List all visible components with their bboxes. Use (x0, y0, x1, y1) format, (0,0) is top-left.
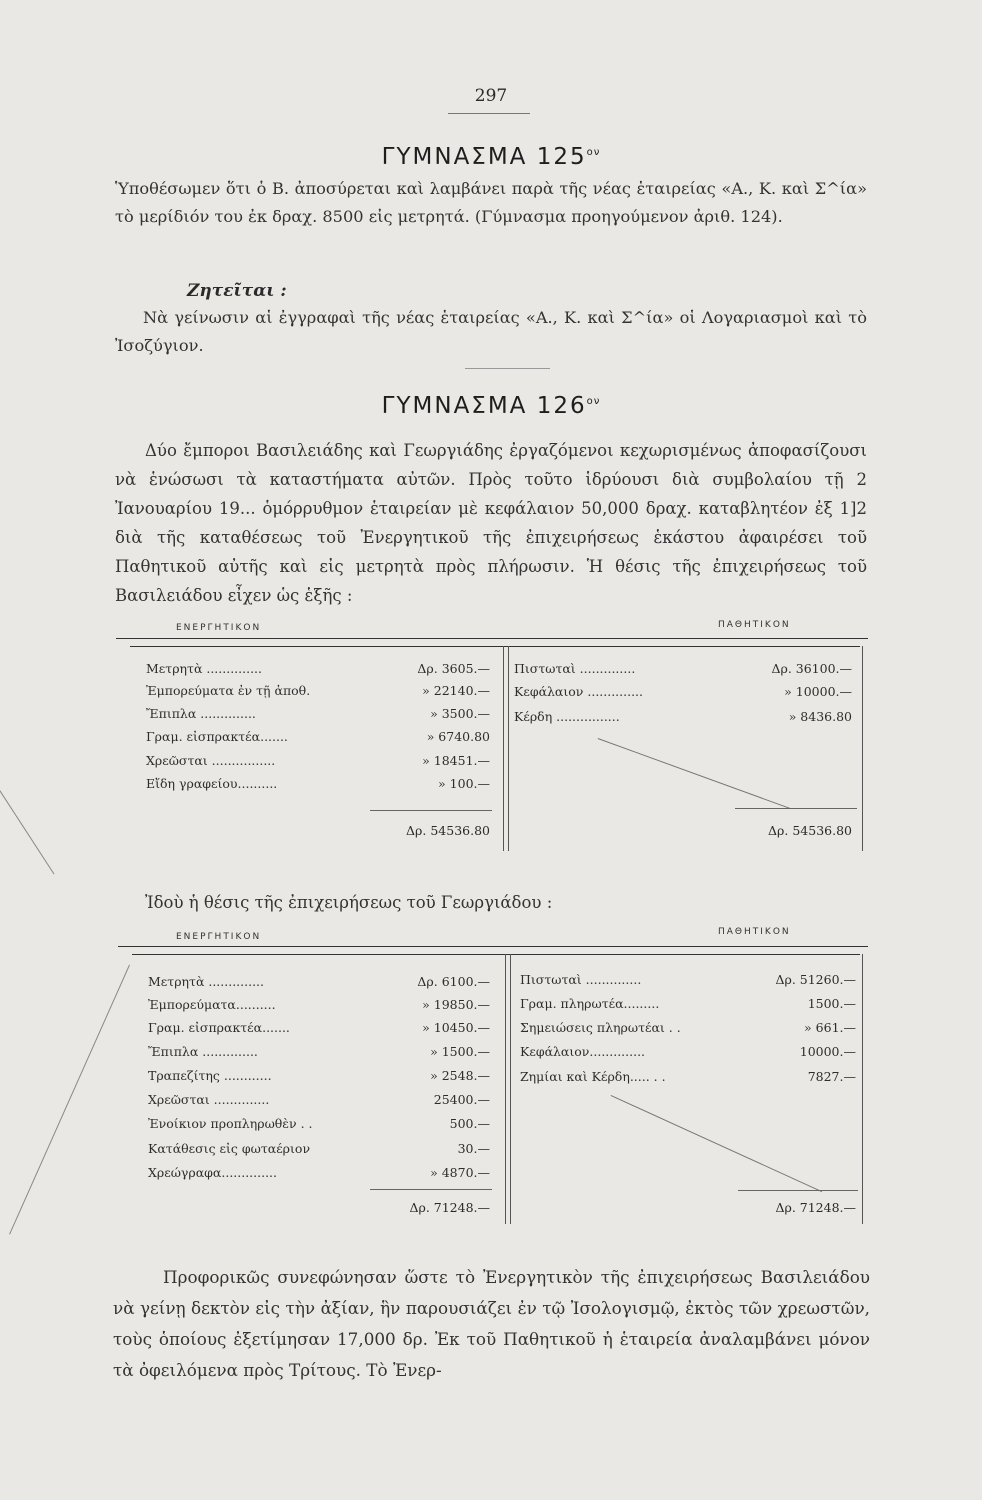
balance2-asset-row: Κατάθεσις εἰς φωταέριον 30.— (148, 1141, 490, 1156)
balance1-asset-row: Μετρητὰ .............. Δρ. 3605.— (146, 661, 490, 676)
balance2-liability-row: Γραμ. πληρωτέα......... 1500.— (520, 996, 856, 1011)
balance2-liability-row: Σημειώσεις πληρωτέαι . . » 661.— (520, 1020, 856, 1035)
balance1-liability-row: Κέρδη ................ » 8436.80 (514, 709, 852, 724)
balance1-liabilities-total: Δρ. 54536.80 (768, 823, 852, 838)
balance2-right-edge (862, 954, 863, 1224)
balance1-liability-row: Πιστωταὶ .............. Δρ. 36100.— (514, 661, 852, 676)
balance1-fill-line (598, 738, 791, 809)
balance2-assets-label: ΕΝΕΡΓΗΤΙΚΟΝ (176, 932, 262, 942)
balance1-second-rule (130, 646, 860, 647)
closing-paragraph: Προφορικῶς συνεφώνησαν ὥστε τὸ Ἐνεργητικὸν τῆς ἐπιχειρήσεως Βασιλειάδου νὰ γείνῃ δεκτὸν εἰς τὴν ἀξίαν, ἣν παρουσιάζει ἐν τῷ Ἰσολογισμῷ, ἐκτὸς τῶν χρεωστῶν, τοὺς ὁποίους ἐξετίμησαν 17,000 δρ. Ἐκ τοῦ Παθητικοῦ ἡ ἑταιρεία ἀναλαμβάνει μόνον τὰ ὀφειλόμενα πρὸς Τρίτους. Τὸ Ἐνερ- (113, 1267, 870, 1380)
balance2-asset-row: Χρεῶσται .............. 25400.— (148, 1092, 490, 1107)
balance2-liability-row: Ζημίαι καὶ Κέρδη..... . . 7827.— (520, 1069, 856, 1084)
section-separator (465, 368, 550, 369)
balance2-asset-row: Τραπεζίτης ............ » 2548.— (148, 1068, 490, 1083)
balance2-assets-total-rule (370, 1189, 492, 1190)
balance2-asset-row: Ἐνοίκιον προπληρωθὲν . . 500.— (148, 1116, 490, 1131)
balance2-liability-row: Κεφάλαιον.............. 10000.— (520, 1044, 856, 1059)
page-number-rule (448, 113, 530, 114)
exercise-125-question: Νὰ γείνωσιν αἱ ἐγγραφαὶ τῆς νέας ἑταιρείας «Α., Κ. καὶ Σ^ία» οἱ Λογαριασμοὶ καὶ τὸ Ἰσοζύγιον. (115, 308, 867, 355)
intro-georgiades: Ἰδοὺ ἡ θέσις τῆς ἐπιχειρήσεως τοῦ Γεωργιάδου : (145, 893, 553, 912)
exercise-126-title: ΓΥΜΝΑΣΜΑ $126^{o\nu}$ (381, 393, 601, 419)
balance2-liability-row: Πιστωταὶ .............. Δρ. 51260.— (520, 972, 856, 987)
exercise-125-paragraph: Ὑποθέσωμεν ὅτι ὁ Β. ἀποσύρεται καὶ λαμβάνει παρὰ τῆς νέας ἑταιρείας «Α., Κ. καὶ Σ^ία» τὸ μερίδιόν του ἐκ δραχ. 8500 εἰς μετρητά. (Γύμνασμα προηγούμενον ἀριθ. 124). (115, 179, 867, 226)
balance1-liabilities-total-rule (735, 808, 857, 809)
balance1-right-edge (862, 646, 863, 851)
balance1-liabilities-label: ΠΑΘΗΤΙΚΟΝ (718, 620, 791, 630)
balance1-asset-row: Ἔπιπλα .............. » 3500.— (146, 706, 490, 721)
balance2-liabilities-total: Δρ. 71248.— (775, 1200, 856, 1215)
balance1-top-rule (116, 638, 868, 639)
balance1-divider-b (508, 646, 509, 851)
balance1-asset-row: Γραμ. εἰσπρακτέα....... » 6740.80 (146, 729, 490, 744)
balance1-assets-label: ΕΝΕΡΓΗΤΙΚΟΝ (176, 623, 262, 633)
balance2-second-rule (132, 954, 860, 955)
balance1-asset-row: Ἐμπορεύματα ἐν τῇ ἀποθ. » 22140.— (146, 683, 490, 698)
page-number: 297 (474, 86, 508, 106)
exercise-126-paragraph: Δύο ἔμποροι Βασιλειάδης καὶ Γεωργιάδης ἐργαζόμενοι κεχωρισμένως ἀποφασίζουσι νὰ ἑνώσωσι τὰ καταστήματα αὐτῶν. Πρὸς τοῦτο ἱδρύουσι διὰ συμβολαίου τῇ 2 Ἰανουαρίου 19... ὁμόρρυθμον ἑταιρείαν μὲ κεφάλαιον 50,000 δραχ. καταβλητέον ἐξ 1]2 διὰ τῆς καταθέσεως τοῦ Ἐνεργητικοῦ τῆς ἐπιχειρήσεως ἑκάστου ἀφαιρέσει τοῦ Παθητικοῦ αὐτῆς καὶ εἰς μετρητὰ πρὸς πλήρωσιν. Ἡ θέσις τῆς ἐπιχειρήσεως τοῦ Βασιλειάδου εἶχεν ὡς ἑξῆς : (115, 441, 867, 605)
balance1-assets-total: Δρ. 54536.80 (406, 823, 490, 838)
balance2-divider-a (505, 954, 506, 1224)
balance1-assets-total-rule (370, 810, 492, 811)
balance2-assets-total: Δρ. 71248.— (409, 1200, 490, 1215)
balance2-asset-row: Ἐμπορεύματα.......... » 19850.— (148, 997, 490, 1012)
balance2-liabilities-total-rule (738, 1190, 858, 1191)
balance2-liabilities-label: ΠΑΘΗΤΙΚΟΝ (718, 927, 791, 937)
exercise-125-title: ΓΥΜΝΑΣΜΑ $125^{o\nu}$ (381, 144, 601, 170)
balance1-asset-row: Χρεῶσται ................ » 18451.— (146, 753, 490, 768)
balance2-top-rule (118, 946, 868, 947)
exercise-125-zhteitai: Ζητεῖται : (187, 281, 287, 301)
balance2-asset-row: Χρεώγραφα.............. » 4870.— (148, 1165, 490, 1180)
balance2-asset-row: Γραμ. εἰσπρακτέα....... » 10450.— (148, 1020, 490, 1035)
balance1-asset-row: Εἴδη γραφείου.......... » 100.— (146, 776, 490, 791)
scan-artifact-line (0, 790, 54, 874)
balance1-liability-row: Κεφάλαιον .............. » 10000.— (514, 684, 852, 699)
balance2-asset-row: Ἔπιπλα .............. » 1500.— (148, 1044, 490, 1059)
balance2-asset-row: Μετρητὰ .............. Δρ. 6100.— (148, 974, 490, 989)
balance2-fill-line (611, 1095, 823, 1192)
scan-artifact-line (9, 965, 130, 1235)
balance2-divider-b (510, 954, 511, 1224)
balance1-divider-a (503, 646, 504, 851)
